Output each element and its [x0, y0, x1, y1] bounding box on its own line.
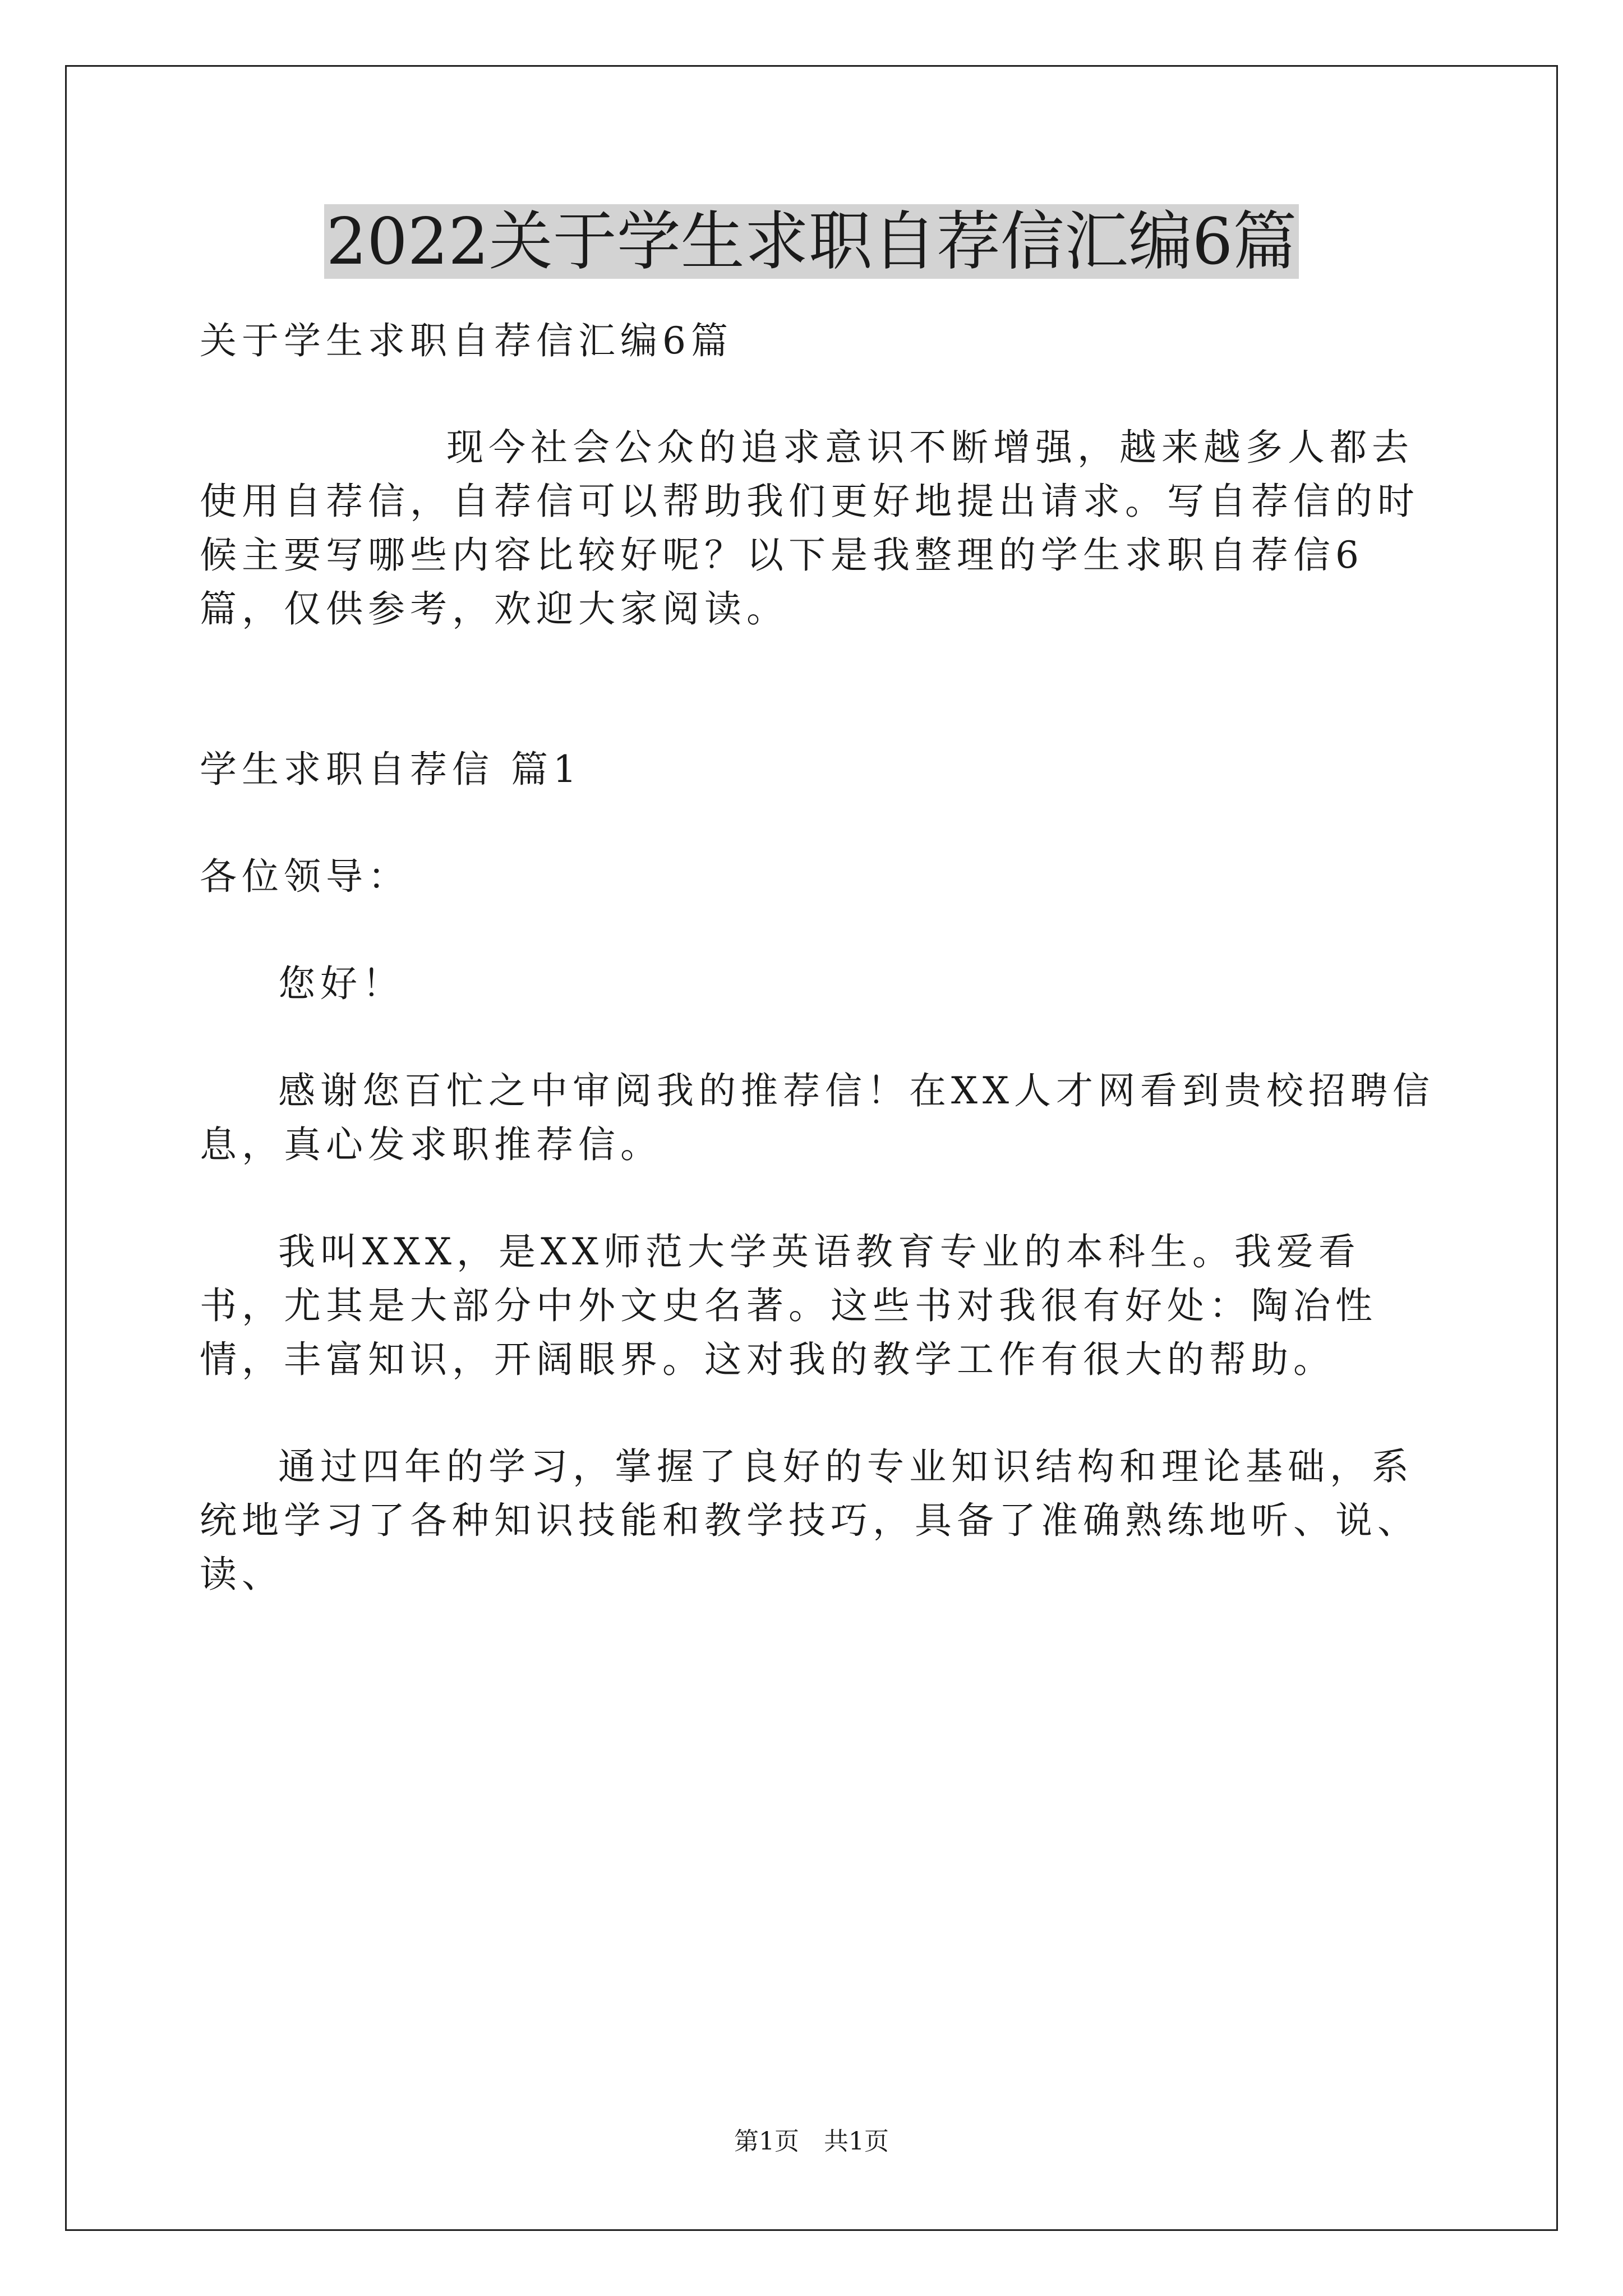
page-footer: 第1页 共1页	[734, 2127, 889, 2156]
salutation: 各位领导：	[200, 855, 410, 898]
section-heading: 学生求职自荐信 篇1	[200, 748, 582, 791]
greeting: 您好！	[278, 962, 404, 1005]
document-subtitle: 关于学生求职自荐信汇编6篇	[200, 319, 733, 362]
intro-paragraph: 现今社会公众的追求意识不断增强，越来越多人都去使用自荐信，自荐信可以帮助我们更好地提出请求。写自荐信的时候主要写哪些内容比较好呢？以下是我整理的学生求职自荐信6篇，仅供参考，欢迎大家阅读。	[200, 426, 1419, 631]
body-paragraph-3: 通过四年的学习，掌握了良好的专业知识结构和理论基础，系统地学习了各种知识技能和教学技巧，具备了准确熟练地听、说、读、	[200, 1445, 1419, 1596]
body-paragraph-2: 我叫XXX，是XX师范大学英语教育专业的本科生。我爱看书，尤其是大部分中外文史名著。这些书对我很有好处：陶冶性情，丰富知识，开阔眼界。这对我的教学工作有很大的帮助。	[200, 1230, 1377, 1381]
document-title-text: 2022关于学生求职自荐信汇编6篇	[324, 204, 1299, 279]
document-body	[200, 314, 1436, 1602]
document-title	[0, 200, 1623, 284]
body-paragraph-1: 感谢您百忙之中审阅我的推荐信！在XX人才网看到贵校招聘信息，真心发求职推荐信。	[200, 1069, 1435, 1166]
